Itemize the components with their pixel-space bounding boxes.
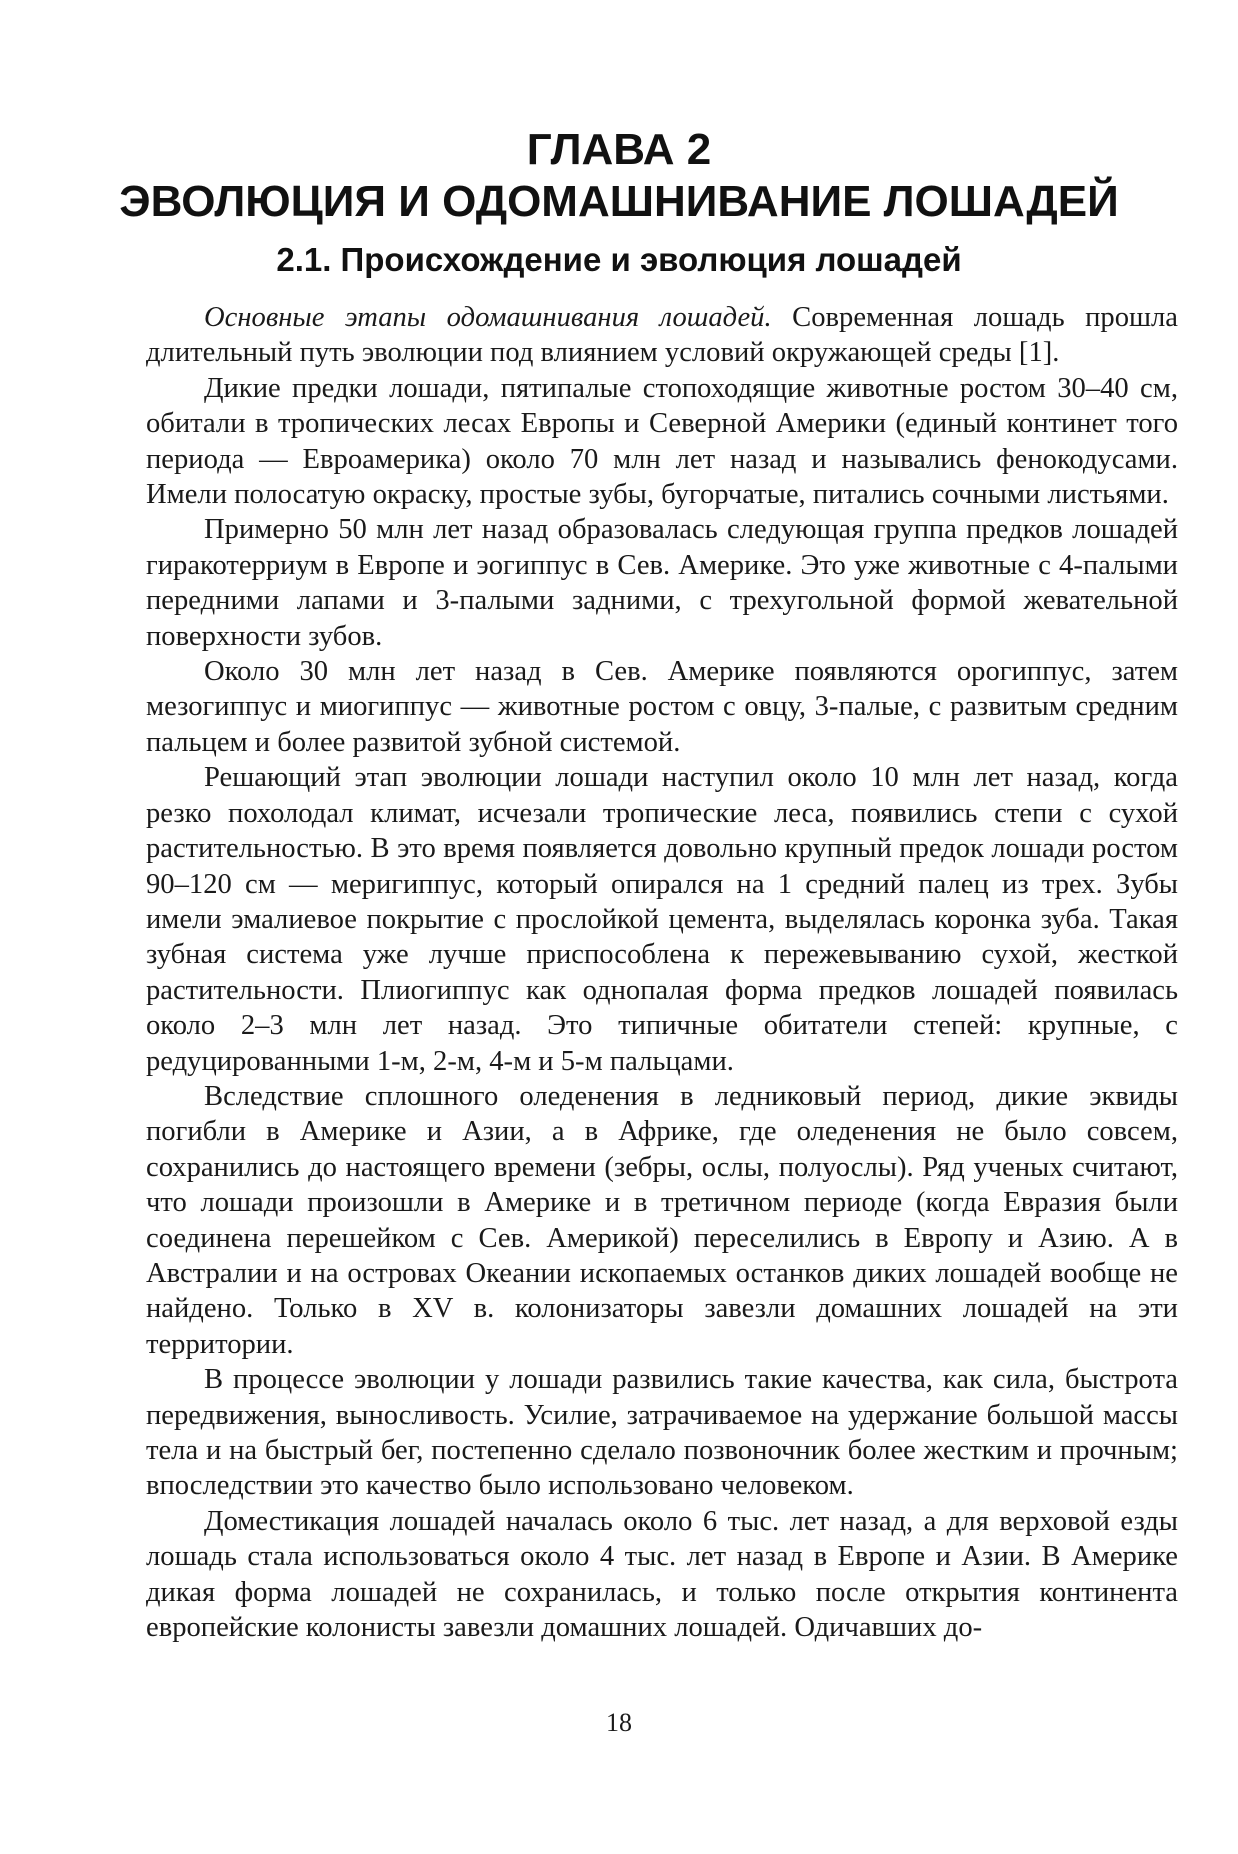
- paragraph: Решающий этап эволюции лошади наступил около 10 млн лет назад, когда резко похолодал климат, исчезали тропические леса, появились степи с сухой растительностью. В это время появляется довольно крупный предок лошади ростом 90–120 см — меригиппус, который опирался на 1 средний палец из трех. Зубы имели эмалиевое покрытие с прослойкой цемента, выделялась коронка зуба. Такая зубная система уже лучше приспособлена к пережевыванию сухой, жесткой растительности. Плиогиппус как однопалая форма предков лошадей появилась около 2–3 млн лет назад. Это типичные обитатели степей: крупные, с редуцированными 1-м, 2-м, 4-м и 5-м пальцами.: [146, 762, 1178, 1077]
- paragraph-italic-lead: Основные этапы одомашнивания лошадей.: [204, 302, 772, 333]
- paragraph: Доместикация лошадей началась около 6 тыс. лет назад, а для верховой езды лошадь стала использоваться около 4 тыс. лет назад в Европе и Азии. В Америке дикая форма лошадей не сохранилась, и только после открытия континента европейские колонисты завезли домашних лошадей. Одичавших до-: [146, 1505, 1178, 1644]
- chapter-number: ГЛАВА 2: [526, 125, 712, 174]
- body-text: [146, 300, 1178, 1645]
- paragraph: Примерно 50 млн лет назад образовалась следующая группа предков лошадей гиракотерриум в Европе и эогиппус в Сев. Америке. Это уже животные с 4-палыми передними лапами и 3-палыми задними, с трехугольной формой жевательной поверхности зубов.: [146, 514, 1178, 652]
- chapter-title: ЭВОЛЮЦИЯ И ОДОМАШНИВАНИЕ ЛОШАДЕЙ: [119, 177, 1119, 226]
- paragraph: Вследствие сплошного оледенения в ледниковый период, дикие эквиды погибли в Америке и Азии, а в Африке, где оледенения не было совсем, сохранились до настоящего времени (зебры, ослы, полуослы). Ряд ученых считают, что лошади произошли в Америке и в третичном периоде (когда Евразия были соединена перешейком с Сев. Америкой) переселились в Европу и Азию. А в Австралии и на островах Океании ископаемых останков диких лошадей вообще не найдено. Только в XV в. колонизаторы завезли домашних лошадей на эти территории.: [146, 1080, 1178, 1360]
- paragraph: В процессе эволюции у лошади развились такие качества, как сила, быстрота передвижения, выносливость. Усилие, затрачиваемое на удержание большой массы тела и на быстрый бег, постепенно сделало позвоночник более жестким и прочным; впоследствии это качество было использовано человеком.: [146, 1364, 1178, 1502]
- paragraph: [146, 300, 1178, 371]
- paragraph-text: Современная лошадь прошла длительный путь эволюции под влиянием условий окружающей среды [1].: [146, 302, 1179, 369]
- paragraph: Около 30 млн лет назад в Сев. Америке появляются орогиппус, затем мезогиппус и миогиппус — животные ростом с овцу, 3-палые, с развитым средним пальцем и более развитой зубной системой.: [146, 656, 1178, 758]
- paragraph: Дикие предки лошади, пятипалые стопоходящие животные ростом 30–40 см, обитали в тропических лесах Европы и Северной Америки (единый континет того периода — Евроамерика) около 70 млн лет назад и назывались фенокодусами. Имели полосатую окраску, простые зубы, бугорчатые, питались сочными листьями.: [146, 372, 1178, 511]
- page-number: 18: [606, 1708, 632, 1737]
- section-title: 2.1. Происхождение и эволюция лошадей: [276, 241, 962, 278]
